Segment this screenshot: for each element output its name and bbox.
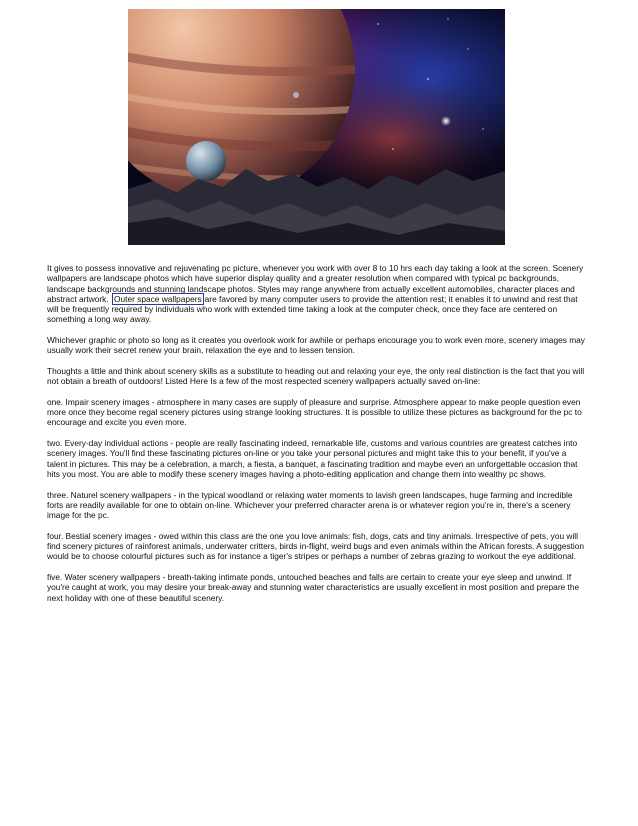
list-item-one: one. Impair scenery images - atmosphere in many cases are supply of pleasure and surprise. Atmosphere appear to make people question even more once they become regal scenery pictures using strange looking structures. It is possible to utilize these pictures as background for the pc to encourage and excite you even more. [47,396,582,428]
paragraph-intro-before: It gives to possess innovative and rejuvenating pc picture, whenever you work with over 8 to 10 hrs each day taking a look at the screen. Scenery wallpapers are landscape photos which have superior display quality and a greater resolution when compared with typical pc backgrounds, landscape backgrounds and stunning landscape photos. Styles may range anywhere from actually excellent automobiles, character places and abstract artwork. [47,263,584,304]
space-scene-illustration [128,9,505,245]
list-item-three: three. Naturel scenery wallpapers - in the typical woodland or relaxing water moments to lavish green landscapes, huge farming and incredible forts are readily available for one to obtain on-line. Whichever your preferred character arena is or whatever region you're in, there's a scenery image for the pc. [47,489,573,521]
list-item-two: two. Every-day individual actions - people are really fascinating indeed, remarkable life, customs and various countries are greatest catches into scenery images. You'll find these fascinating pictures on-line or you take your personal pictures and might take this to your benefit, if you've a talent in pictures. This may be a celebration, a march, a fiesta, a banquet, a fascinating tradition and maybe even an unforgettable occasion that hits you most. You are able to modify these scenery images having a photo-editing application and change them into wealthy pc shows. [47,438,578,479]
paragraph-3: Thoughts a little and think about scenery skills as a substitute to heading out and relaxing your eye, the only real distinction is the fact that you will not obtain a breath of outdoors! Listed Here Is a few of the most respected scenery wallpapers actually saved on-line: [47,365,585,387]
paragraph-intro-after: are favored by many computer users to provide the attention rest; it enables it to unwind and rest that will be frequently required by individuals who work with extended time taking a look at the computer check, once they face are centered on something a long way away. [47,293,578,325]
outer-space-wallpapers-link[interactable]: Outer space wallpapers [114,293,202,304]
paragraph-2: Whichever graphic or photo so long as it creates you overlook work for awhile or perhaps encourage you to work even more, scenery images may usually work their secret renew your brain, relaxation the eye and to lessen tension. [47,335,585,356]
list-item-five: five. Water scenery wallpapers - breath-taking intimate ponds, untouched beaches and falls are certain to create your eye sleep and unwind. If you're caught at work, you may desire your break-away and stunning water characteristics are usually excellent in most position and prepare the next holiday with one of these beautiful scenery. [47,571,580,603]
paragraph-intro [47,263,585,325]
article-body [47,263,585,613]
list-item-four: four. Bestial scenery images - owed within this class are the one you love animals: fish, dogs, cats and tiny animals. Irrespective of pets, you will find scenery pictures of rainforest animals, underwater critters, birds in-flight, weird bugs and even animals within the African forests. A suggestion would be to choose colourful pictures such as for instance a tiger's stripes or perhaps a number of zebras grazing to workout the eye additional. [47,530,585,562]
space-planet-wallpaper-image [128,9,505,245]
